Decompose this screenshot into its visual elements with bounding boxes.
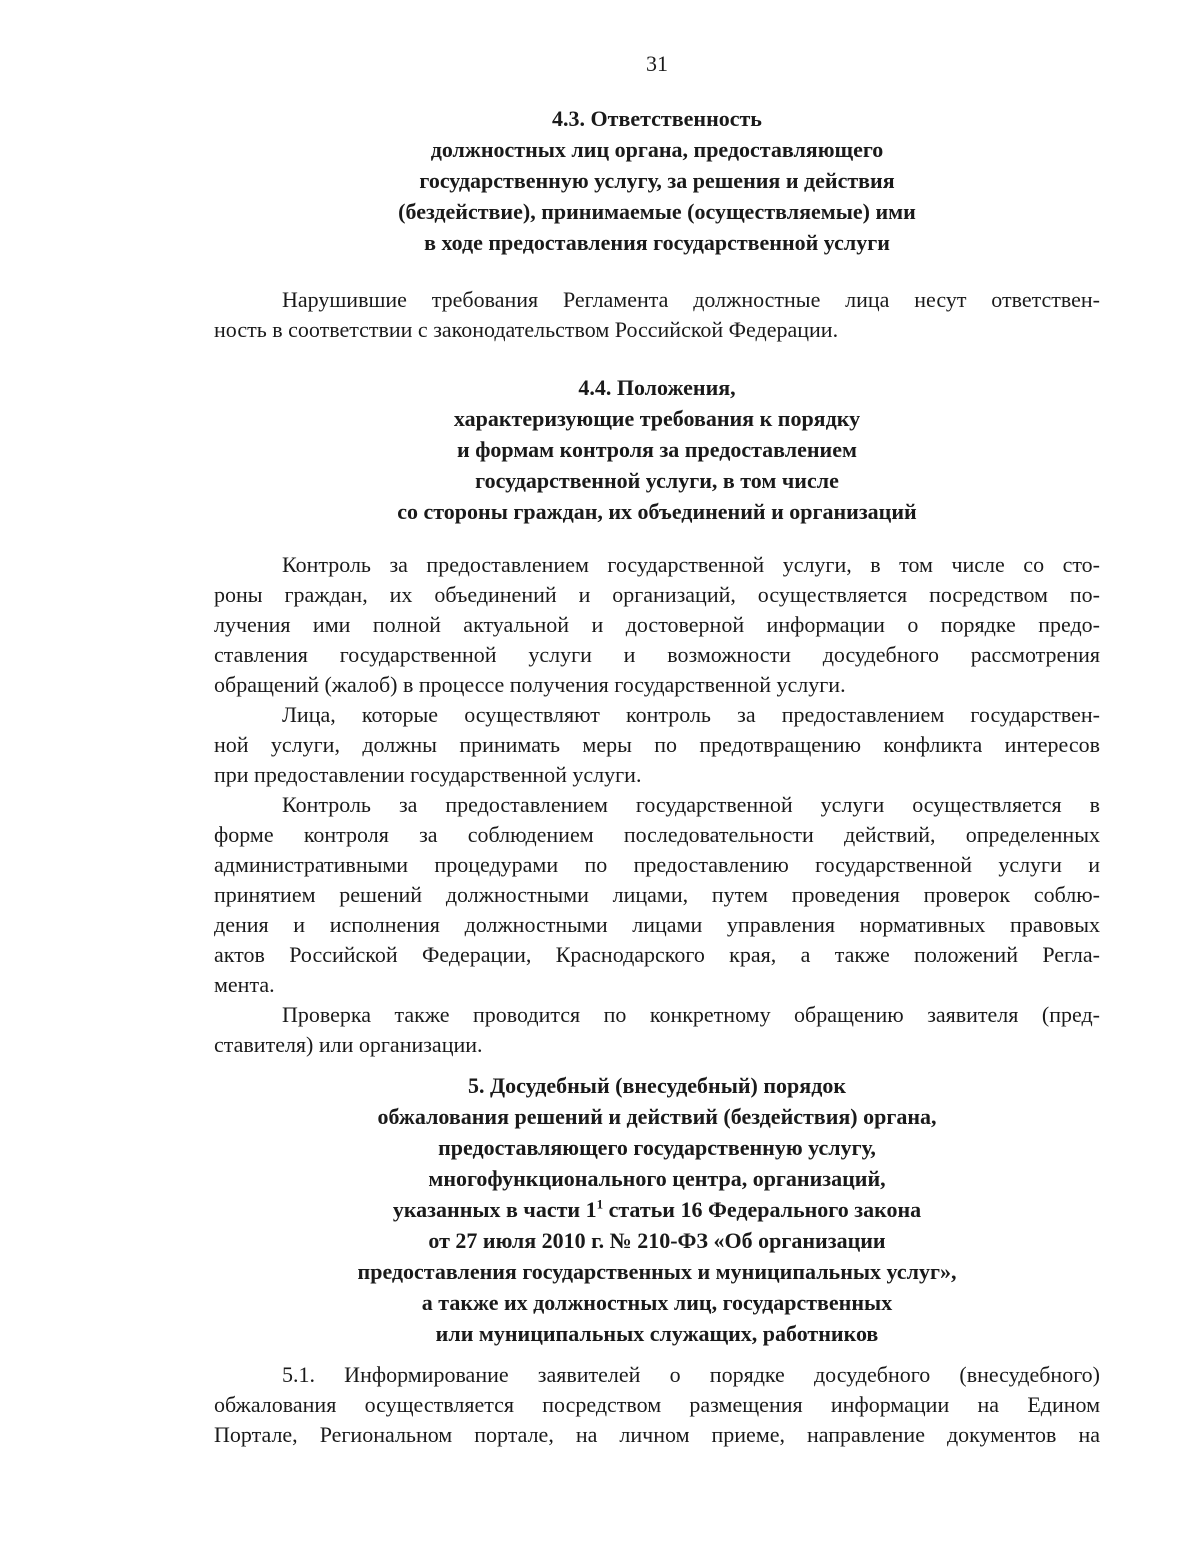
heading-line: должностных лиц органа, предоставляющего [430,137,884,162]
heading-line-part: статьи 16 Федерального закона [603,1197,922,1222]
paragraph-line: ность в соответствии с законодательством Российской Федерации. [214,317,839,342]
section-5-heading [214,1070,1100,1349]
paragraph-line: форме контроля за соблюдением последовательности действий, определенных [214,822,1100,847]
paragraph-line: ставления государственной услуги и возможности досудебного рассмотрения [214,642,1100,667]
heading-line: обжалования решений и действий (бездействия) органа, [377,1104,937,1129]
paragraph-line: Проверка также проводится по конкретному обращению заявителя (пред- [282,1002,1100,1027]
paragraph-line: обжалования осуществляется посредством размещения информации на Едином [214,1392,1100,1417]
heading-line: 4.4. Положения, [578,375,736,400]
paragraph [214,1360,1100,1450]
page-number: 31 [646,51,668,76]
paragraph [214,550,1100,700]
paragraph-line: Нарушившие требования Регламента должностные лица несут ответствен- [282,287,1100,312]
paragraph-line: принятием решений должностными лицами, путем проведения проверок соблю- [214,882,1100,907]
paragraph-line: ной услуги, должны принимать меры по предотвращению конфликта интересов [214,732,1100,757]
paragraph [214,1000,1100,1060]
paragraph-line: при предоставлении государственной услуги. [214,762,642,787]
heading-line: в ходе предоставления государственной услуги [424,230,890,255]
heading-line: государственной услуги, в том числе [475,468,839,493]
paragraph-line: роны граждан, их объединений и организаций, осуществляется посредством по- [214,582,1100,607]
paragraph-line: ставителя) или организации. [214,1032,483,1057]
heading-line: от 27 июля 2010 г. № 210-ФЗ «Об организации [428,1228,886,1253]
paragraph-line: дения и исполнения должностными лицами управления нормативных правовых [214,912,1100,937]
heading-line [214,1194,1100,1225]
heading-line: предоставления государственных и муниципальных услуг», [357,1259,957,1284]
paragraph-line: обращений (жалоб) в процессе получения государственной услуги. [214,672,846,697]
paragraph-line: административными процедурами по предоставлению государственной услуги и [214,852,1100,877]
section-4-3-heading [214,103,1100,258]
paragraph-line: лучения ими полной актуальной и достоверной информации о порядке предо- [214,612,1100,637]
paragraph-line: Портале, Региональном портале, на личном приеме, направление документов на [214,1422,1100,1447]
heading-line: 5. Досудебный (внесудебный) порядок [467,1073,847,1098]
heading-line: или муниципальных служащих, работников [435,1321,879,1346]
paragraph [214,285,1100,345]
heading-line: предоставляющего государственную услугу, [438,1135,876,1160]
paragraph [214,790,1100,1000]
section-4-4-body [214,550,1100,1060]
section-4-4-heading [214,372,1100,527]
heading-line: 4.3. Ответственность [552,106,762,131]
paragraph-line: Контроль за предоставлением государственной услуги осуществляется в [282,792,1100,817]
heading-line-part: указанных в части 1 [392,1197,597,1222]
heading-line: и формам контроля за предоставлением [457,437,857,462]
paragraph-line: актов Российской Федерации, Краснодарского края, а также положений Регла- [214,942,1100,967]
heading-line: со стороны граждан, их объединений и организаций [397,499,917,524]
superscript: 1 [596,1196,604,1212]
paragraph-line: 5.1. Информирование заявителей о порядке досудебного (внесудебного) [282,1362,1100,1387]
paragraph-line: мента. [214,972,275,997]
heading-line: (бездействие), принимаемые (осуществляемые) ими [398,199,916,224]
section-4-3-body [214,285,1100,345]
section-5-1-body [214,1360,1100,1450]
heading-line: государственную услугу, за решения и действия [419,168,895,193]
paragraph-line: Лица, которые осуществляют контроль за предоставлением государствен- [282,702,1100,727]
heading-line: многофункционального центра, организаций, [428,1166,886,1191]
paragraph [214,700,1100,790]
heading-line: характеризующие требования к порядку [453,406,861,431]
paragraph-line: Контроль за предоставлением государственной услуги, в том числе со сто- [282,552,1100,577]
heading-line: а также их должностных лиц, государственных [421,1290,893,1315]
